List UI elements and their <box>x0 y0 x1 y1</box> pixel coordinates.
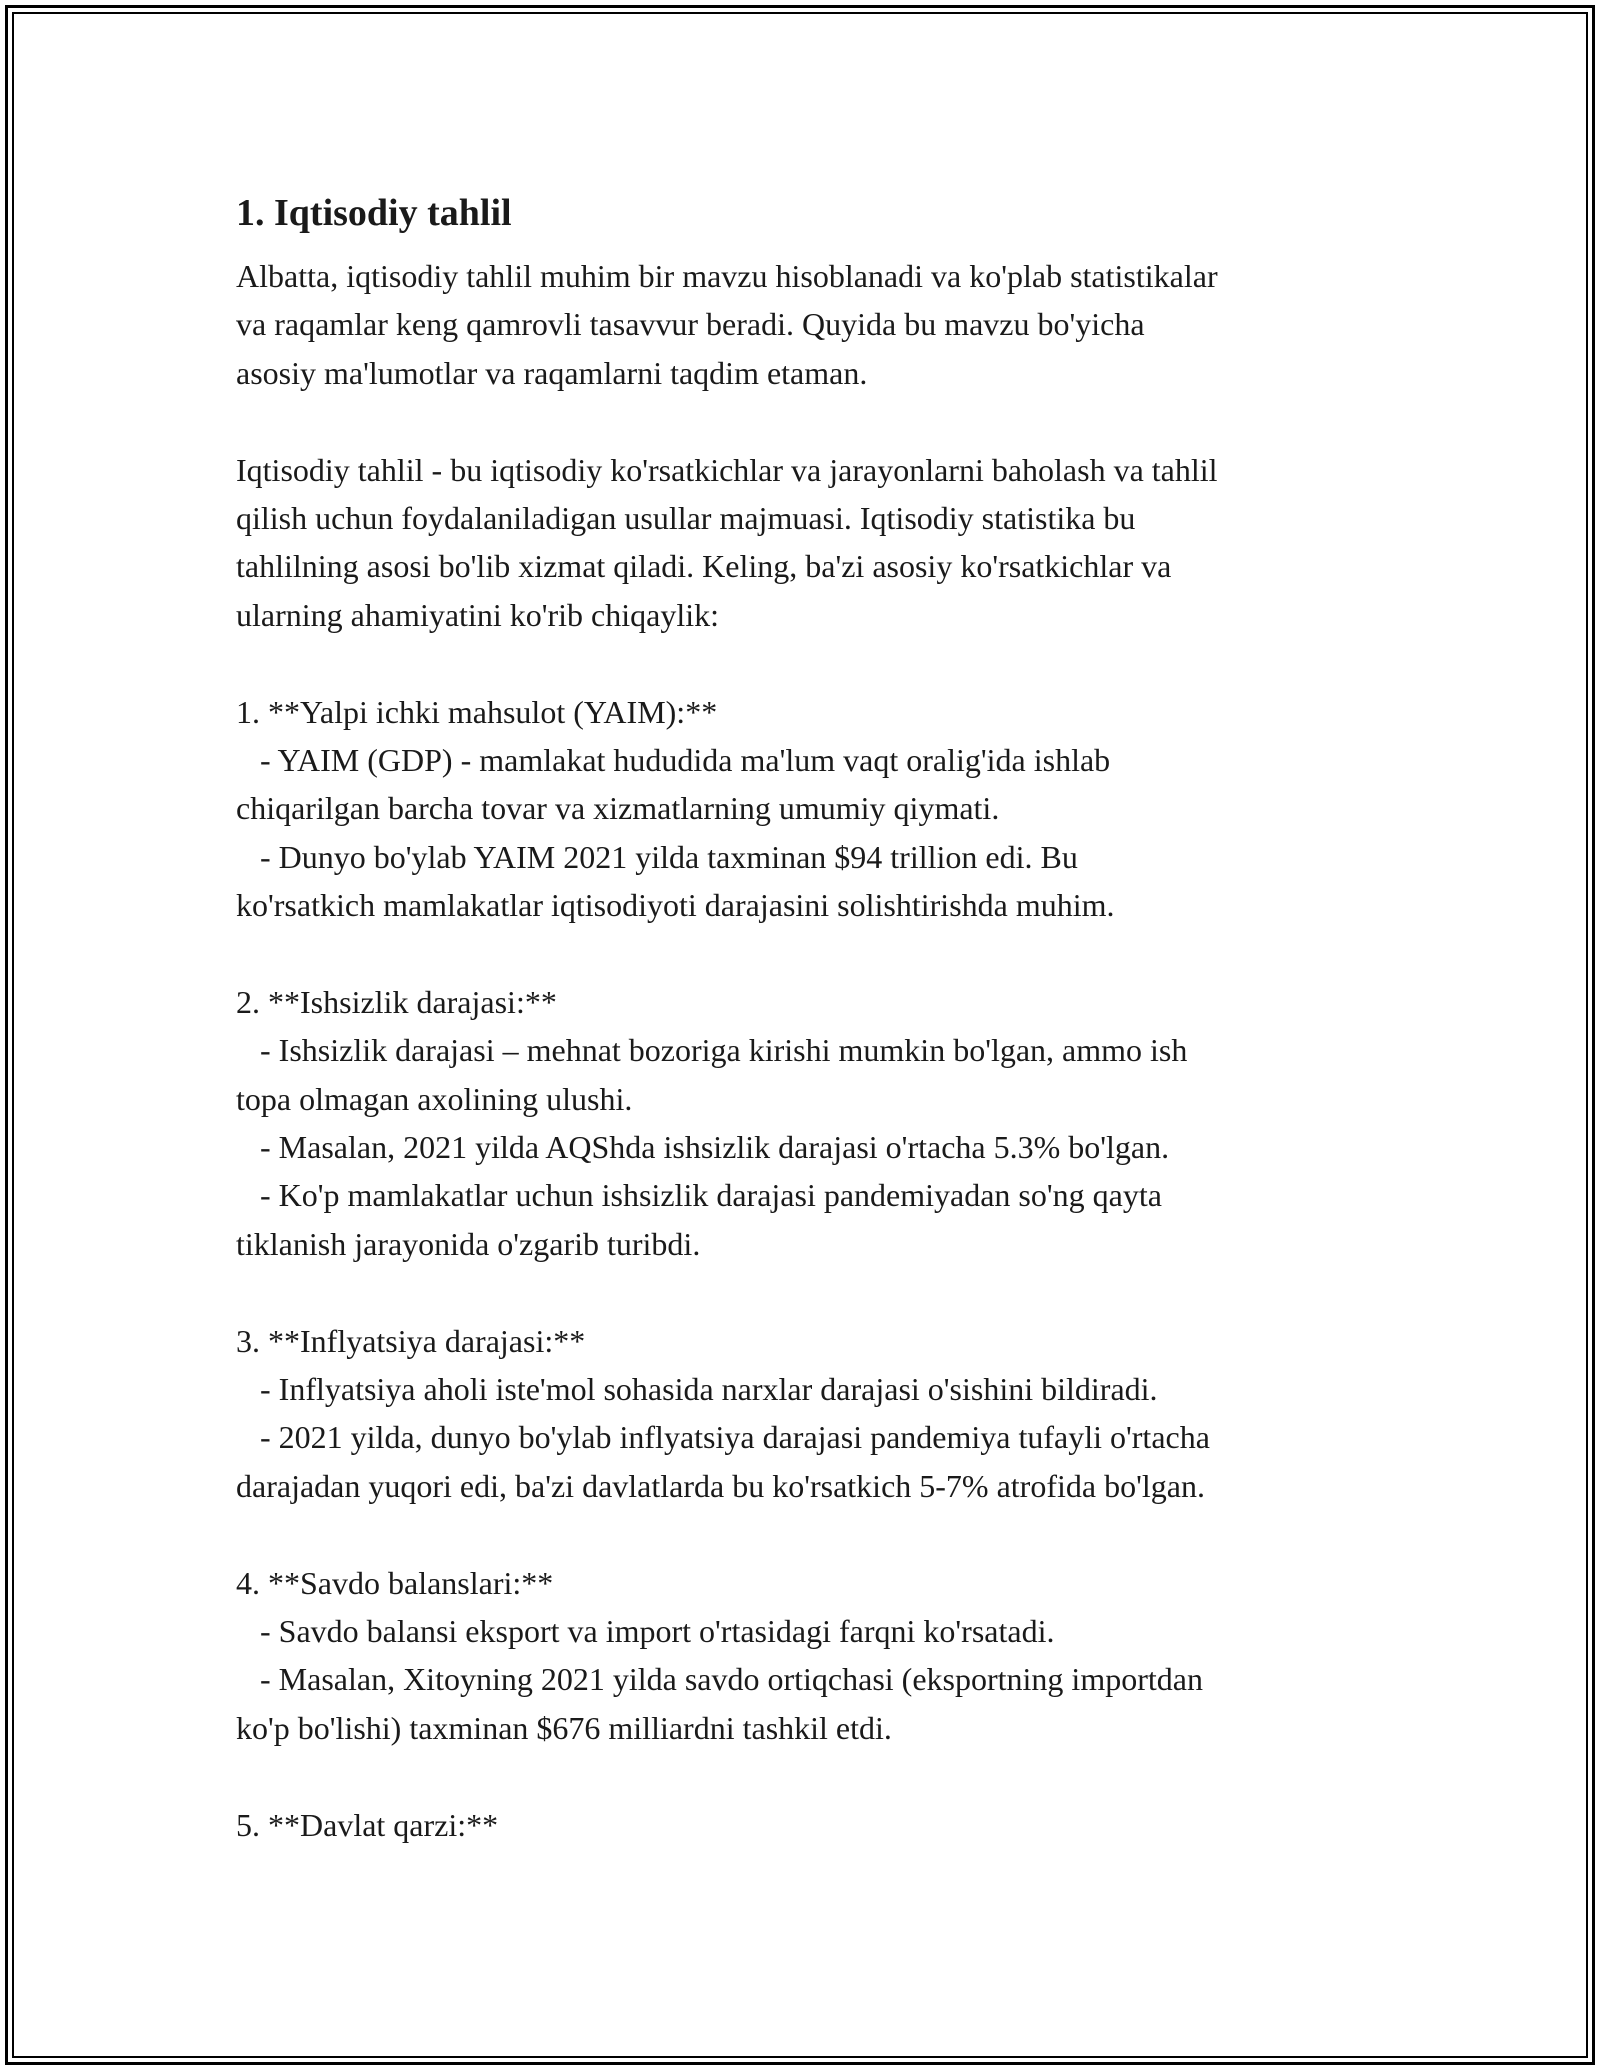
text-line: tiklanish jarayonida o'zgarib turibdi. <box>236 1225 701 1262</box>
text-line <box>236 1752 1396 1800</box>
text-line: topa olmagan axolining ulushi. <box>236 1080 633 1117</box>
text-line <box>236 397 1396 445</box>
text-line: va raqamlar keng qamrovli tasavvur beradi. Quyida bu mavzu bo'yicha <box>236 306 1145 343</box>
text-line: ko'p bo'lishi) taxminan $676 milliardni tashkil etdi. <box>236 1709 892 1746</box>
text-line: ularning ahamiyatini ko'rib chiqaylik: <box>236 596 719 633</box>
text-line: chiqarilgan barcha tovar va xizmatlarning umumiy qiymati. <box>236 790 1000 827</box>
document-body <box>236 252 1396 1849</box>
text-line: - Ko'p mamlakatlar uchun ishsizlik darajasi pandemiyadan so'ng qayta <box>236 1177 1162 1214</box>
text-line: - Savdo balansi eksport va import o'rtasidagi farqni ko'rsatadi. <box>236 1612 1055 1649</box>
text-line: 1. **Yalpi ichki mahsulot (YAIM):** <box>236 693 718 730</box>
text-line: darajadan yuqori edi, ba'zi davlatlarda bu ko'rsatkich 5-7% atrofida bo'lgan. <box>236 1467 1205 1504</box>
text-line <box>236 1510 1396 1558</box>
text-line: 3. **Inflyatsiya darajasi:** <box>236 1322 586 1359</box>
text-line: 5. **Davlat qarzi:** <box>236 1806 499 1843</box>
text-line <box>236 639 1396 687</box>
text-line: 4. **Savdo balanslari:** <box>236 1564 554 1601</box>
section-heading: 1. Iqtisodiy tahlil <box>236 192 512 234</box>
text-line <box>236 1268 1396 1316</box>
text-line: ko'rsatkich mamlakatlar iqtisodiyoti darajasini solishtirishda muhim. <box>236 887 1115 924</box>
document-content <box>236 184 1396 1849</box>
text-line: - Dunyo bo'ylab YAIM 2021 yilda taxminan $94 trillion edi. Bu <box>236 838 1078 875</box>
text-line: - 2021 yilda, dunyo bo'ylab inflyatsiya darajasi pandemiya tufayli o'rtacha <box>236 1419 1210 1456</box>
text-line: - Inflyatsiya aholi iste'mol sohasida narxlar darajasi o'sishini bildiradi. <box>236 1370 1158 1407</box>
text-line <box>236 929 1396 977</box>
text-line: - YAIM (GDP) - mamlakat hududida ma'lum vaqt oralig'ida ishlab <box>236 741 1111 778</box>
text-line: - Ishsizlik darajasi – mehnat bozoriga kirishi mumkin bo'lgan, ammo ish <box>236 1032 1188 1069</box>
text-line: - Masalan, 2021 yilda AQShda ishsizlik darajasi o'rtacha 5.3% bo'lgan. <box>236 1129 1170 1166</box>
text-line: Albatta, iqtisodiy tahlil muhim bir mavzu hisoblanadi va ko'plab statistikalar <box>236 258 1218 294</box>
text-line: - Masalan, Xitoyning 2021 yilda savdo ortiqchasi (eksportning importdan <box>236 1661 1203 1698</box>
text-line: qilish uchun foydalaniladigan usullar majmuasi. Iqtisodiy statistika bu <box>236 499 1136 536</box>
text-line: 2. **Ishsizlik darajasi:** <box>236 983 557 1020</box>
text-line: tahlilning asosi bo'lib xizmat qiladi. Keling, ba'zi asosiy ko'rsatkichlar va <box>236 548 1172 585</box>
text-line: asosiy ma'lumotlar va raqamlarni taqdim etaman. <box>236 354 868 391</box>
text-line: Iqtisodiy tahlil - bu iqtisodiy ko'rsatkichlar va jarayonlarni baholash va tahlil <box>236 451 1218 488</box>
